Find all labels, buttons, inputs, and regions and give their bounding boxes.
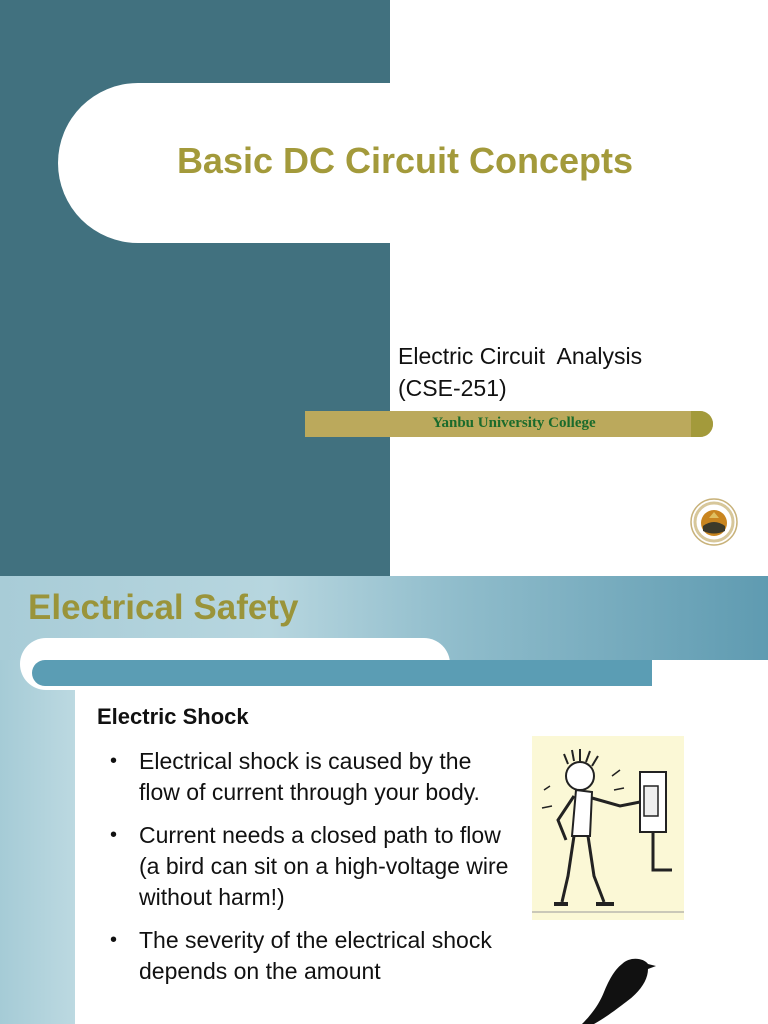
electrocuted-man-illustration bbox=[532, 736, 684, 920]
bullet-list bbox=[110, 746, 510, 999]
safety-slide bbox=[0, 576, 768, 1024]
list-item bbox=[110, 746, 510, 808]
section-heading: Electric Shock bbox=[97, 704, 249, 729]
bullet-icon: • bbox=[110, 750, 118, 772]
university-seal-icon bbox=[690, 498, 738, 546]
bird-silhouette-icon bbox=[560, 956, 670, 1024]
institution-name: Yanbu University College bbox=[432, 415, 596, 431]
course-subtitle bbox=[398, 340, 642, 404]
institution-bar bbox=[305, 411, 713, 437]
slide-title: Electrical Safety bbox=[28, 588, 299, 627]
slide-title: Basic DC Circuit Concepts bbox=[176, 140, 634, 181]
list-item bbox=[110, 925, 510, 987]
left-gradient-panel bbox=[0, 660, 75, 1024]
bullet-icon: • bbox=[110, 824, 118, 846]
bullet-text: Electrical shock is caused by the flow of current through your body. bbox=[139, 748, 480, 805]
list-item bbox=[110, 820, 510, 913]
subtitle-line-1: Electric Circuit Analysis bbox=[398, 343, 643, 369]
subtitle-line-2: (CSE-251) bbox=[398, 375, 507, 401]
bullet-text: The severity of the electrical shock depends on the amount bbox=[139, 927, 492, 984]
bullet-icon: • bbox=[110, 929, 118, 951]
blue-band bbox=[32, 660, 652, 686]
bullet-text: Current needs a closed path to flow (a bird can sit on a high-voltage wire without harm!) bbox=[139, 822, 509, 910]
